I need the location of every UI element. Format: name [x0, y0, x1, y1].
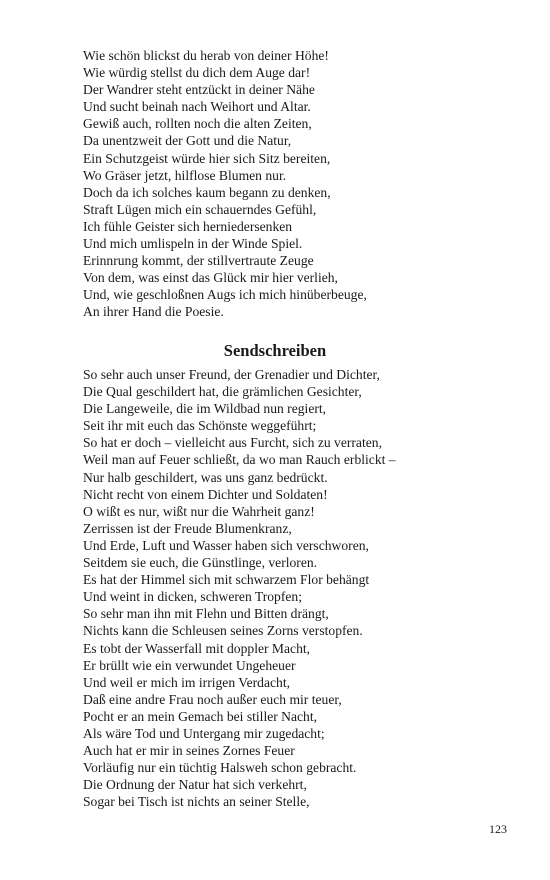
poem-line: Ich fühle Geister sich herniedersenken — [83, 218, 293, 234]
poem-line: Erinnrung kommt, der stillvertraute Zeuge — [83, 253, 314, 269]
poem-line: Und Erde, Luft und Wasser haben sich verschworen, — [83, 537, 369, 553]
poem-line: Wie schön blickst du herab von deiner Höhe! — [83, 48, 329, 63]
poem-line: Weil man auf Feuer schließt, da wo man Rauch erblickt – — [83, 452, 396, 468]
poem-line: Straft Lügen mich ein schauerndes Gefühl, — [83, 201, 317, 217]
poem-line: Wie würdig stellst du dich dem Auge dar! — [83, 65, 311, 81]
page-number: 123 — [489, 822, 507, 836]
poem-line: An ihrer Hand die Poesie. — [83, 304, 224, 320]
poem-line: Von dem, was einst das Glück mir hier verlieh, — [83, 270, 338, 286]
poem-stanza-1 — [83, 47, 483, 321]
poem-line: Gewiß auch, rollten noch die alten Zeiten, — [83, 116, 312, 132]
poem-line: Nur halb geschildert, was uns ganz bedrückt. — [83, 469, 328, 485]
poem-line: Ein Schutzgeist würde hier sich Sitz bereiten, — [83, 150, 331, 166]
poem-line: Sogar bei Tisch ist nichts an seiner Stelle, — [83, 794, 310, 810]
poem-stanza-2 — [83, 366, 483, 810]
poem-line: Die Langeweile, die im Wildbad nun regiert, — [83, 401, 327, 417]
poem-line: Es hat der Himmel sich mit schwarzem Flor behängt — [83, 572, 370, 588]
poem-line: Die Qual geschildert hat, die grämlichen Gesichter, — [83, 384, 362, 400]
poem-line: Und mich umlispeln in der Winde Spiel. — [83, 236, 303, 252]
poem-line: Pocht er an mein Gemach bei stiller Nacht, — [83, 708, 318, 724]
poem-line: Als wäre Tod und Untergang mir zugedacht; — [83, 725, 325, 741]
poem-line: Es tobt der Wasserfall mit doppler Macht, — [83, 640, 311, 656]
poem-line: Auch hat er mir in seines Zornes Feuer — [83, 743, 295, 759]
poem-line: So sehr auch unser Freund, der Grenadier und Dichter, — [83, 367, 380, 382]
poem-line: So sehr man ihn mit Flehn und Bitten drängt, — [83, 606, 329, 622]
poem-line: Und sucht beinah nach Weihort und Altar. — [83, 99, 311, 115]
poem-line: Seit ihr mit euch das Schönste weggeführt; — [83, 418, 317, 434]
poem-line: Vorläufig nur ein tüchtig Halsweh schon gebracht. — [83, 760, 357, 776]
poem-line: Nicht recht von einem Dichter und Soldaten! — [83, 486, 328, 502]
poem-line: Der Wandrer steht entzückt in deiner Nähe — [83, 82, 315, 98]
poem-line: Seitdem sie euch, die Günstlinge, verloren. — [83, 555, 318, 571]
poem-line: O wißt es nur, wißt nur die Wahrheit ganz! — [83, 503, 315, 519]
poem-line: Daß eine andre Frau noch außer euch mir teuer, — [83, 691, 342, 707]
poem-line: Die Ordnung der Natur hat sich verkehrt, — [83, 777, 307, 793]
poem-line: So hat er doch – vielleicht aus Furcht, sich zu verraten, — [83, 435, 382, 451]
poem-line: Zerrissen ist der Freude Blumenkranz, — [83, 520, 292, 536]
poem-line: Und, wie geschloßnen Augs ich mich hinüberbeuge, — [83, 287, 367, 303]
poem-line: Und weil er mich im irrigen Verdacht, — [83, 674, 290, 690]
section-title: Sendschreiben — [223, 341, 327, 360]
poem-line: Nichts kann die Schleusen seines Zorns verstopfen. — [83, 623, 363, 639]
poem-line: Da unentzweit der Gott und die Natur, — [83, 133, 292, 149]
poem-line: Er brüllt wie ein verwundet Ungeheuer — [83, 657, 296, 673]
poem-line: Und weint in dicken, schweren Tropfen; — [83, 589, 302, 605]
poem-line: Doch da ich solches kaum begann zu denken, — [83, 184, 331, 200]
poem-line: Wo Gräser jetzt, hilflose Blumen nur. — [83, 167, 287, 183]
